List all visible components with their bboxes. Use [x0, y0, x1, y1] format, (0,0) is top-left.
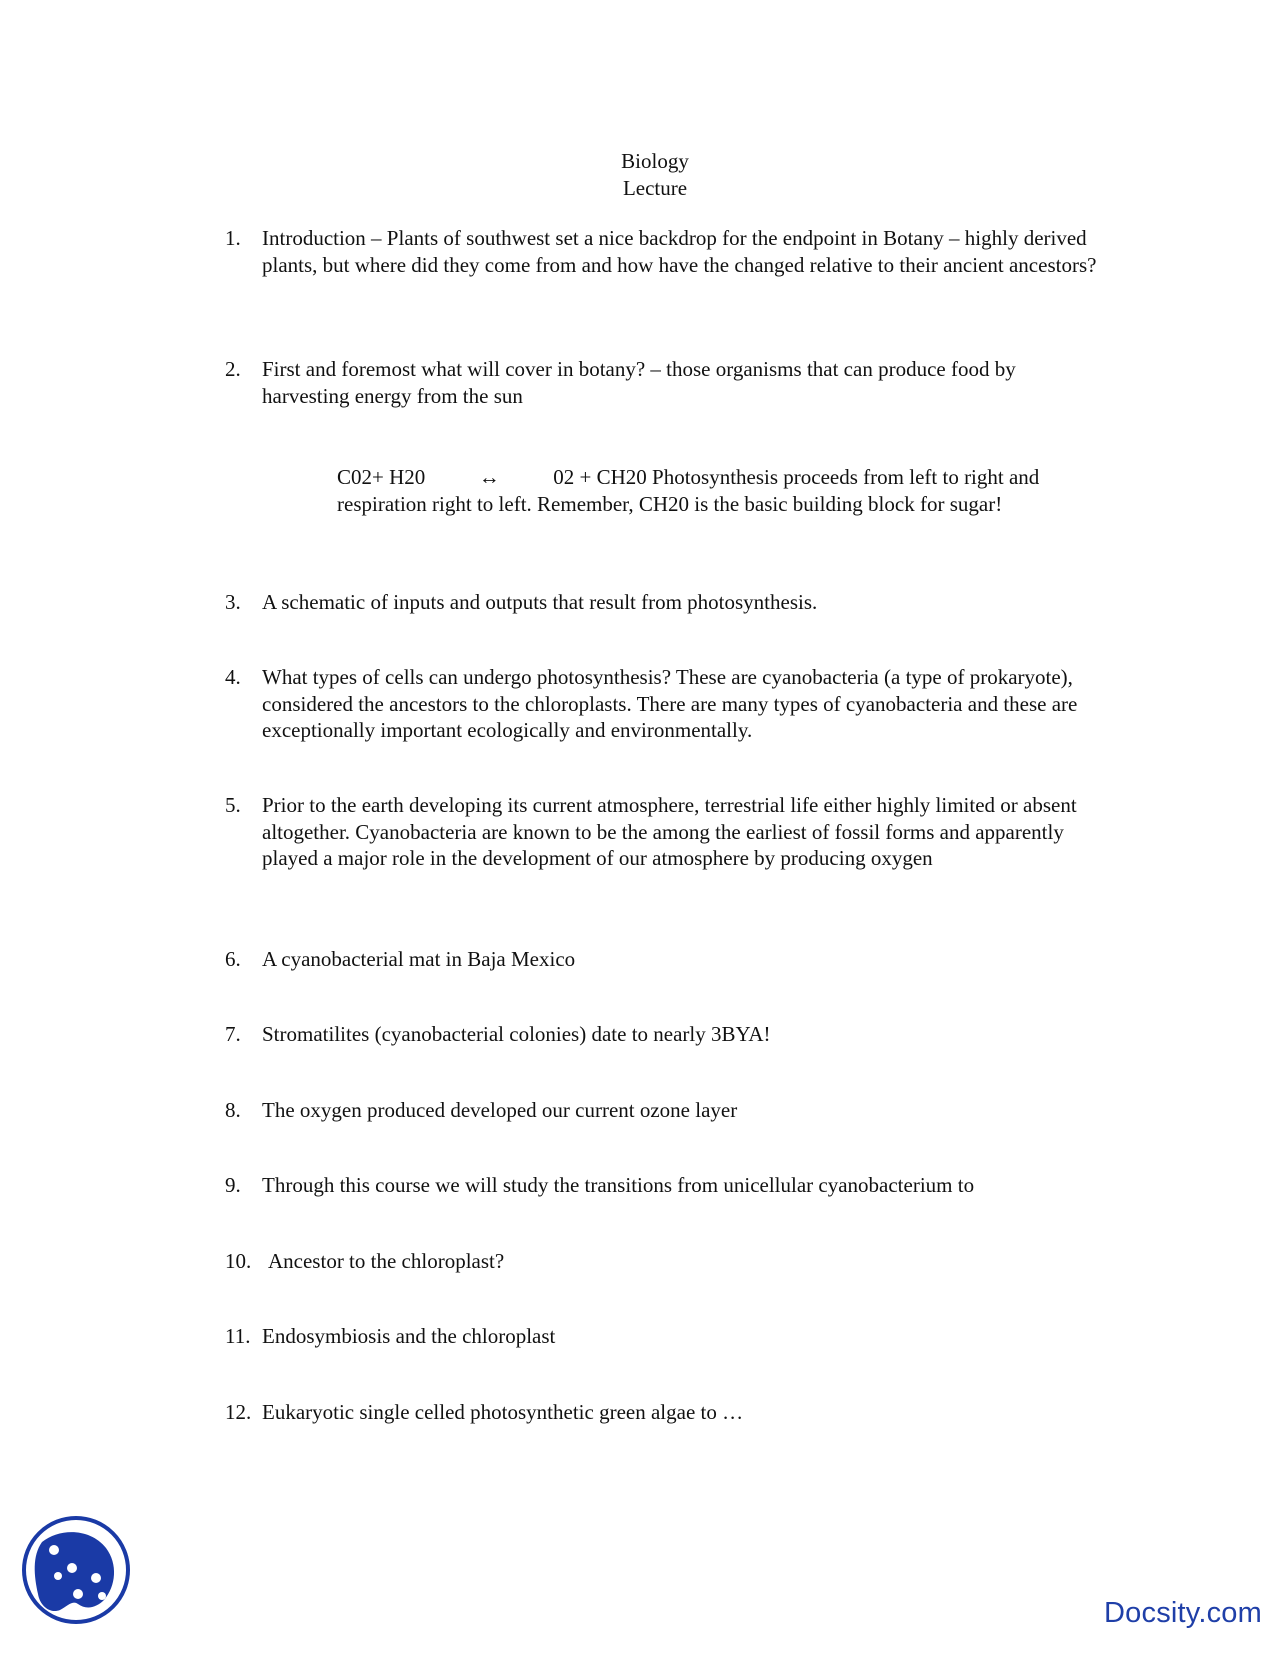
list-item-text: Ancestor to the chloroplast? — [268, 1249, 505, 1273]
docsity-watermark: Docsity.com — [1104, 1597, 1262, 1629]
list-item-number: 9. — [225, 1173, 241, 1197]
list-item-4 — [225, 664, 1105, 744]
list-item-number: 10. — [225, 1249, 252, 1273]
list-item-text: Eukaryotic single celled photosynthetic green algae to … — [262, 1400, 744, 1424]
document-header — [0, 148, 1280, 202]
list-item-number: 7. — [225, 1022, 241, 1046]
list-item-number: 4. — [225, 665, 241, 689]
list-item-text: Through this course we will study the transitions from unicellular cyanobacterium to — [262, 1173, 975, 1197]
equation-left: C02+ H20 — [337, 465, 426, 489]
photosynthesis-equation — [337, 464, 1067, 517]
list-item-1 — [225, 225, 1105, 278]
list-item-text: Stromatilites (cyanobacterial colonies) date to nearly 3BYA! — [262, 1022, 771, 1046]
docsity-logo-icon — [20, 1514, 132, 1626]
list-item-11 — [225, 1323, 1105, 1350]
list-item-number: 2. — [225, 357, 241, 381]
list-item-text: First and foremost what will cover in botany? – those organisms that can produce food by harvesting energy from the sun — [262, 357, 1016, 408]
list-item-number: 8. — [225, 1098, 241, 1122]
list-item-text: The oxygen produced developed our current ozone layer — [262, 1098, 738, 1122]
list-item-3 — [225, 589, 1105, 616]
list-item-7 — [225, 1021, 1105, 1048]
list-item-text: A cyanobacterial mat in Baja Mexico — [262, 947, 576, 971]
list-item-number: 1. — [225, 226, 241, 250]
list-item-number: 12. — [225, 1400, 252, 1424]
list-item-2 — [225, 356, 1105, 409]
equation-arrow: ↔ — [478, 465, 500, 489]
list-item-number: 11. — [225, 1324, 251, 1348]
list-item-number: 5. — [225, 793, 241, 817]
list-item-text: Prior to the earth developing its current atmosphere, terrestrial life either highly limited or absent altogether. Cyanobacteria are known to be the among the earliest of fossil forms and apparently played a major role in the development of our atmosphere by producing oxygen — [262, 793, 1077, 870]
list-item-10 — [225, 1248, 1105, 1275]
list-item-6 — [225, 946, 1105, 973]
list-item-text: Introduction – Plants of southwest set a nice backdrop for the endpoint in Botany – highly derived plants, but where did they come from and how have the changed relative to their ancient ancestors? — [262, 226, 1097, 277]
list-item-9 — [225, 1172, 1105, 1199]
list-item-number: 6. — [225, 947, 241, 971]
list-item-8 — [225, 1097, 1105, 1124]
list-item-text: What types of cells can undergo photosynthesis? These are cyanobacteria (a type of prokaryote), considered the ancestors to the chloroplasts. There are many types of cyanobacteria and these are exceptionally important ecologically and environmentally. — [262, 665, 1078, 742]
list-item-number: 3. — [225, 590, 241, 614]
list-item-12 — [225, 1399, 1105, 1426]
document-title: Biology — [621, 149, 689, 173]
list-item-text: A schematic of inputs and outputs that result from photosynthesis. — [262, 590, 818, 614]
document-subtitle: Lecture — [622, 176, 688, 200]
list-item-5 — [225, 792, 1105, 872]
equation-right-text: 02 + CH20 Photosynthesis proceeds from left to right and respiration right to left. Remember, CH20 is the basic building block for sugar! — [337, 465, 1040, 516]
list-item-text: Endosymbiosis and the chloroplast — [262, 1324, 556, 1348]
